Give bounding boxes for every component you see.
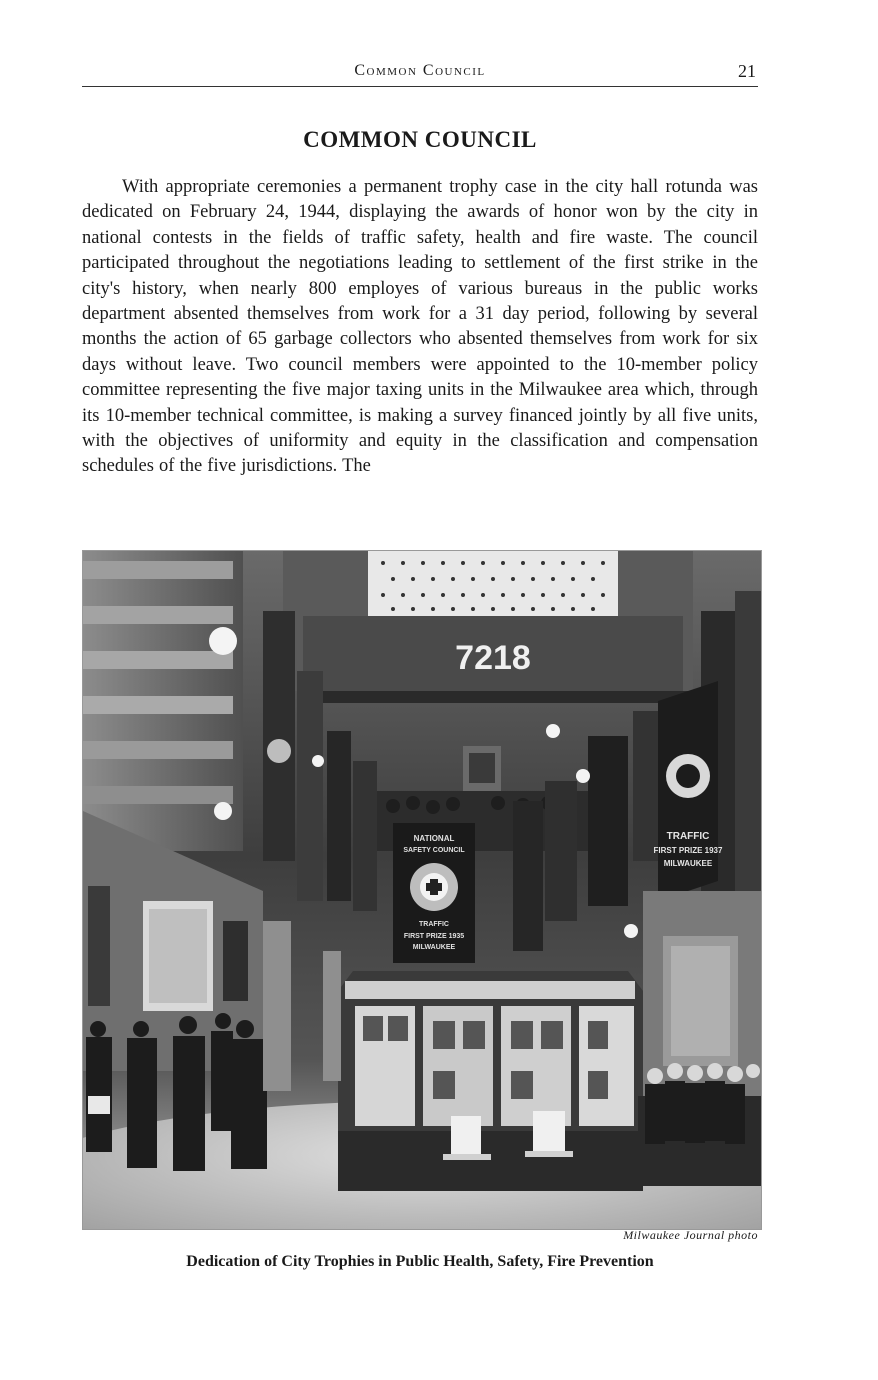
- section-heading: COMMON COUNCIL: [303, 127, 537, 152]
- right-banner-line1: TRAFFIC: [666, 831, 710, 842]
- right-banner-line2: FIRST PRIZE 1937: [653, 846, 723, 855]
- running-head: [82, 60, 758, 87]
- center-banner-line4: FIRST PRIZE 1935: [403, 933, 465, 940]
- service-flag: [283, 551, 693, 691]
- center-prize-banner: [393, 823, 475, 963]
- right-banner-line3: MILWAUKEE: [663, 859, 713, 868]
- flag-number: 7218: [455, 639, 531, 677]
- running-title: Common Council: [354, 62, 486, 79]
- photo-credit: Milwaukee Journal photo: [623, 1228, 758, 1242]
- center-banner-line1: NATIONAL: [413, 834, 455, 843]
- body-paragraph: With appropriate ceremonies a permanent trophy case in the city hall rotunda was dedicated on February 24, 1944, displaying the awards of honor won by the city in national contests in the fields of traffic safety, health and fire waste. The council participated throughout the negotiations leading to settlement of the first strike in the city's history, when nearly 800 employes of various bureaus in the public works department absented themselves from work for a 31 day period, following by several months the action of 65 garbage collectors who absented themselves from work for six days without leave. Two council members were appointed to the 10-member policy committee representing the five major taxing units in the Milwaukee area which, through its 10-member technical committee, is making a survey financed jointly by all five units, with the objectives of uniformity and equity in the classification and compensation schedules of the five jurisdictions. The: [82, 177, 758, 477]
- page-number: 21: [738, 61, 756, 81]
- right-prize-banner: [654, 681, 723, 901]
- center-banner-line3: TRAFFIC: [419, 921, 449, 928]
- photograph: [82, 550, 762, 1230]
- center-banner-line5: MILWAUKEE: [412, 944, 456, 951]
- center-banner-line2: SAFETY COUNCIL: [403, 847, 465, 854]
- photo-caption: Dedication of City Trophies in Public Health, Safety, Fire Prevention: [186, 1253, 654, 1270]
